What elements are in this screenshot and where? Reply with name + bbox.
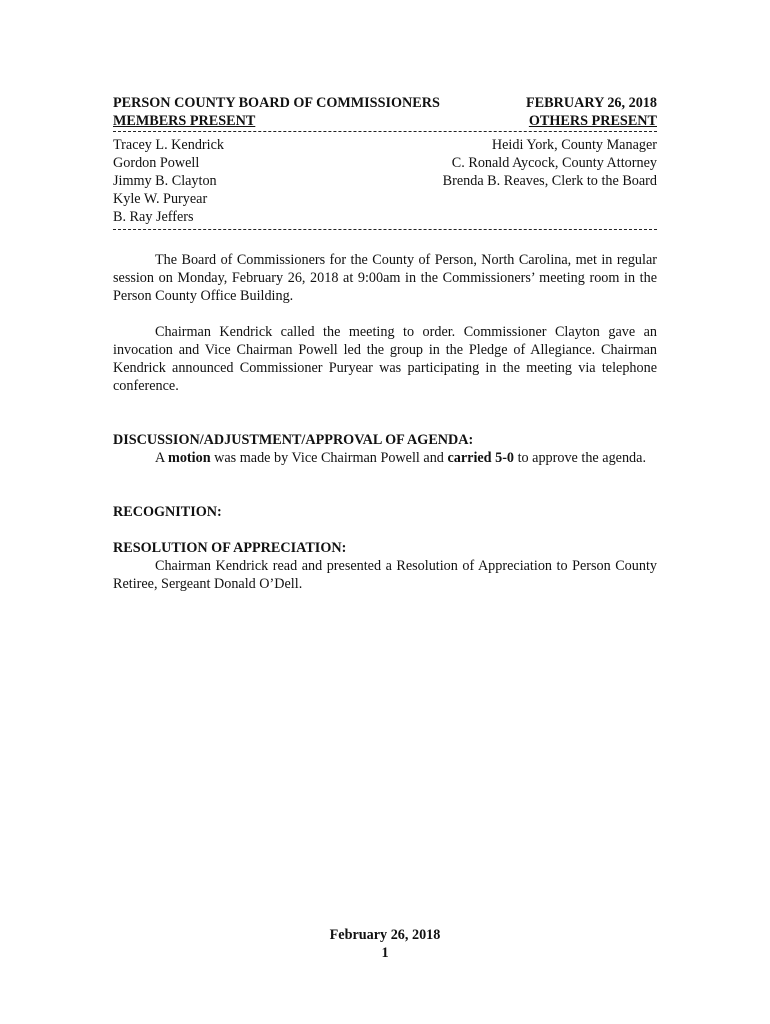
other-attendee: C. Ronald Aycock, County Attorney	[451, 155, 657, 171]
page-footer	[0, 926, 770, 962]
header-row	[113, 94, 657, 112]
member-name: Tracey L. Kendrick	[113, 137, 224, 153]
agenda-text-1: A	[155, 450, 169, 466]
member-name: B. Ray Jeffers	[113, 209, 194, 225]
members-present-list	[113, 136, 224, 226]
other-attendee: Brenda B. Reaves, Clerk to the Board	[442, 173, 657, 189]
resolution-paragraph: Chairman Kendrick read and presented a Resolution of Appreciation to Person County Retiree, Sergeant Donald O’Dell.	[113, 558, 657, 592]
present-labels-row	[113, 112, 657, 130]
member-name: Kyle W. Puryear	[113, 191, 208, 207]
agenda-heading: DISCUSSION/ADJUSTMENT/APPROVAL OF AGENDA:	[113, 432, 474, 448]
agenda-text-2: was made by Vice Chairman Powell and	[210, 450, 448, 466]
others-present-list	[443, 136, 657, 226]
motion-term: motion	[168, 450, 211, 466]
others-present-label: OTHERS PRESENT	[528, 113, 657, 129]
board-title: PERSON COUNTY BOARD OF COMMISSIONERS	[113, 95, 440, 111]
members-present-label: MEMBERS PRESENT	[113, 113, 256, 129]
opening-paragraph: The Board of Commissioners for the County of Person, North Carolina, met in regular session on Monday, February 26, 2018 at 9:00am in the Commissioners’ meeting room in the Person County Office Building.	[113, 252, 657, 304]
minutes-page	[113, 94, 657, 593]
footer-date: February 26, 2018	[329, 927, 441, 943]
dashed-divider-bottom	[113, 229, 657, 230]
agenda-text-3: to approve the agenda.	[514, 450, 646, 466]
recognition-heading: RECOGNITION:	[113, 504, 222, 520]
resolution-heading: RESOLUTION OF APPRECIATION:	[113, 540, 347, 556]
attendance-block	[113, 136, 657, 226]
other-attendee: Heidi York, County Manager	[491, 137, 657, 153]
dashed-divider-top	[113, 131, 657, 132]
agenda-paragraph	[113, 449, 657, 467]
call-to-order-paragraph: Chairman Kendrick called the meeting to order. Commissioner Clayton gave an invocation and Vice Chairman Powell led the group in the Pledge of Allegiance. Chairman Kendrick announced Commissioner Puryear was participating in the meeting via telephone conference.	[113, 324, 657, 394]
page-number: 1	[381, 945, 389, 961]
vote-result: carried 5-0	[447, 450, 515, 466]
member-name: Jimmy B. Clayton	[113, 173, 217, 189]
member-name: Gordon Powell	[113, 155, 200, 171]
meeting-date: FEBRUARY 26, 2018	[526, 95, 657, 111]
